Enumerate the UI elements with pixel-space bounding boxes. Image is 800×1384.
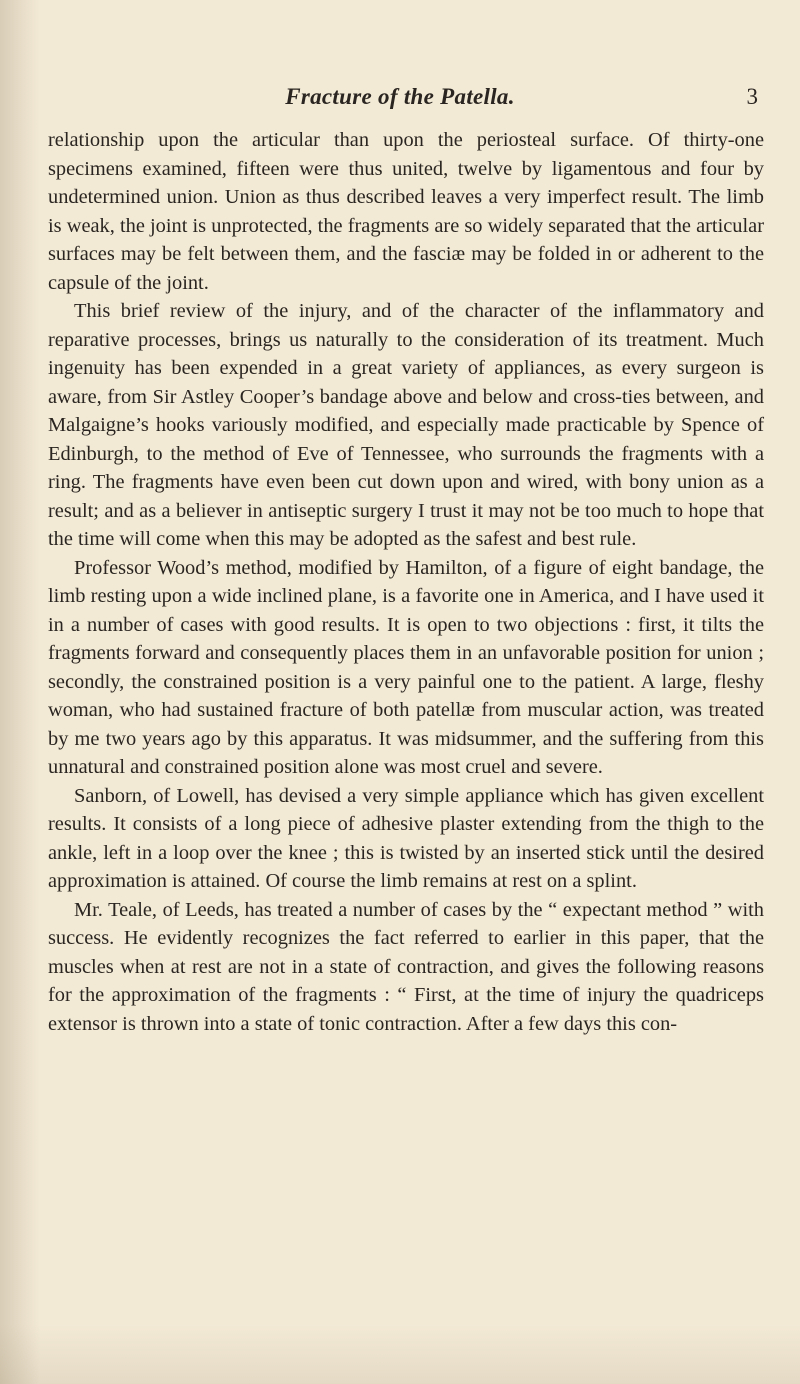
paragraph-4: Sanborn, of Lowell, has devised a very simple appliance which has given excellent results. It consists of a long piece of adhesive plaster extending from the thigh to the ankle, left in a loop over the knee ; this is twisted by an inserted stick until the desired approximation is attained. Of course the limb remains at rest on a splint.	[48, 784, 764, 892]
page-edge-shadow	[0, 0, 40, 1384]
paragraph-3: Professor Wood’s method, modified by Hamilton, of a figure of eight bandage, the limb resting upon a wide inclined plane, is a favorite one in America, and I have used it in a number of cases with good results. It is open to two objections : first, it tilts the fragments forward and consequently places them in an unfavorable position for union ; secondly, the constrained position is a very painful one to the patient. A large, fleshy woman, who had sustained fracture of both patellæ from muscular action, was treated by me two years ago by this apparatus. It was midsummer, and the suffering from this unnatural and constrained position alone was most cruel and severe.	[48, 556, 764, 778]
running-header	[0, 82, 800, 114]
running-title: Fracture of the Patella.	[285, 84, 515, 109]
paragraph-1: relationship upon the articular than upon the periosteal surface. Of thirty-one specimens examined, fifteen were thus united, twelve by ligamentous and four by undetermined union. Union as thus described leaves a very imperfect result. The limb is weak, the joint is unprotected, the fragments are so widely separated that the articular surfaces may be felt between them, and the fasciæ may be folded in or adherent to the capsule of the joint.	[48, 129, 764, 294]
paragraph-5: Mr. Teale, of Leeds, has treated a number of cases by the “ expectant method ” with success. He evidently recognizes the fact referred to earlier in this paper, that the muscles when at rest are not in a state of contraction, and gives the following reasons for the approximation of the fragments : “ First, at the time of injury the quadriceps extensor is thrown into a state of tonic contraction. After a few days this con-	[48, 898, 764, 1035]
page-number: 3	[746, 84, 758, 109]
page-bottom-shadow	[0, 1324, 800, 1384]
paragraph-2: This brief review of the injury, and of the character of the inflammatory and reparative processes, brings us naturally to the consideration of its treatment. Much ingenuity has been expended in a great variety of appliances, as every surgeon is aware, from Sir Astley Cooper’s bandage above and below and cross-ties between, and Malgaigne’s hooks variously modified, and especially made practicable by Spence of Edinburgh, to the method of Eve of Tennessee, who surrounds the fragments with a ring. The fragments have even been cut down upon and wired, with bony union as a result; and as a believer in antiseptic surgery I trust it may not be too much to hope that the time will come when this may be adopted as the safest and best rule.	[48, 300, 764, 550]
body-text	[48, 126, 764, 1038]
